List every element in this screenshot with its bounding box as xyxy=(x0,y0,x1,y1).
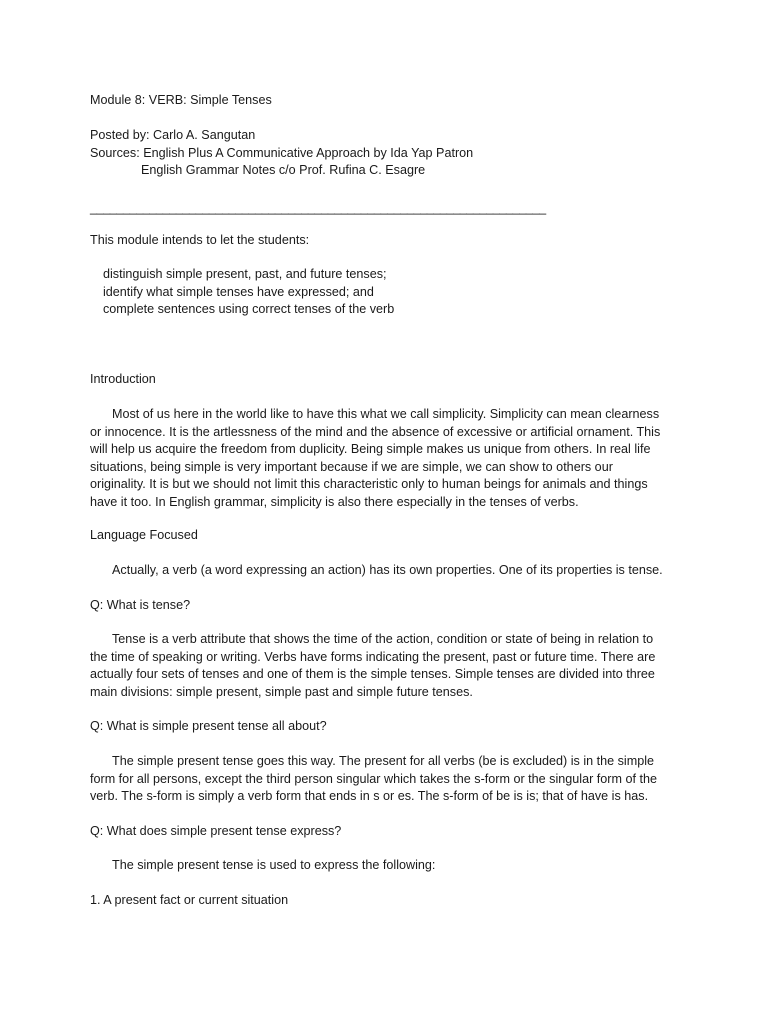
objectives-intro: This module intends to let the students: xyxy=(90,233,310,247)
answer-present-express: The simple present tense is used to express the following: xyxy=(112,858,436,872)
language-focused-heading: Language Focused xyxy=(90,528,198,542)
posted-by: Posted by: Carlo A. Sangutan xyxy=(90,128,256,142)
objective-item: identify what simple tenses have expressed; and xyxy=(103,284,374,299)
objective-item: distinguish simple present, past, and future tenses; xyxy=(103,267,387,281)
list-item-present-fact: 1. A present fact or current situation xyxy=(90,893,289,907)
question-tense: Q: What is tense? xyxy=(90,598,191,612)
sources-line-1: Sources: English Plus A Communicative Approach by Ida Yap Patron xyxy=(90,146,474,160)
question-simple-present: Q: What is simple present tense all about? xyxy=(90,719,327,733)
module-title: Module 8: VERB: Simple Tenses xyxy=(90,93,272,107)
answer-tense: Tense is a verb attribute that shows the time of the action, condition or state of being in relation to the time of speaking or writing. Verbs have forms indicating the present, past or future time. There are actually four sets of tenses and one of them is the simple tenses. Simple tenses are divided into three main divisions: simple present, simple past and simple future tenses. xyxy=(90,632,656,699)
objectives-list xyxy=(90,266,394,319)
question-present-express: Q: What does simple present tense express? xyxy=(90,824,342,838)
objective-item: complete sentences using correct tenses of the verb xyxy=(103,302,395,316)
introduction-heading: Introduction xyxy=(90,372,156,386)
answer-simple-present: The simple present tense goes this way. The present for all verbs (be is excluded) is in the simple form for all persons, except the third person singular which takes the s-form or the singular form of the verb. The s-form is simply a verb form that ends in s or es. The s-form of be is is; that of have is has. xyxy=(90,754,657,803)
language-focused-paragraph: Actually, a verb (a word expressing an action) has its own properties. One of its properties is tense. xyxy=(112,563,663,577)
sources-line-2: English Grammar Notes c/o Prof. Rufina C. Esagre xyxy=(141,163,426,177)
separator-rule: _____________________________________________________________________ xyxy=(90,201,546,215)
introduction-paragraph: Most of us here in the world like to have this what we call simplicity. Simplicity can mean clearness or innocence. It is the artlessness of the mind and the absence of excessive or artificial ornament. This will help us acquire the freedom from duplicity. Being simple makes us unique from others. In real life situations, being simple is very important because if we are simple, we can show to others our originality. It is but we should not limit this characteristic only to human beings for animals and things have it too. In English grammar, simplicity is also there especially in the tenses of verbs. xyxy=(90,407,661,509)
